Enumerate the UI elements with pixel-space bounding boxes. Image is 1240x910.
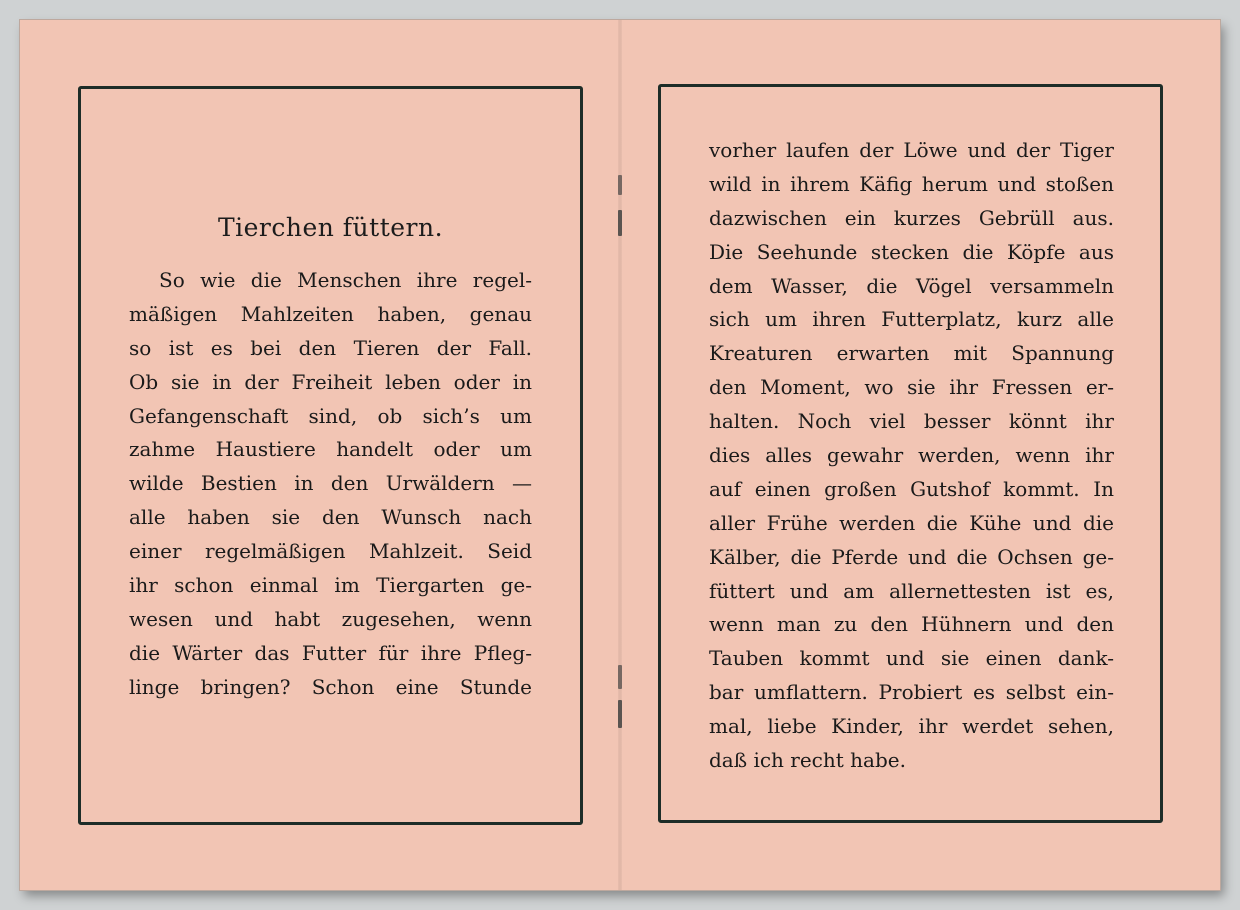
text-line: auf einen großen Gutshof kommt. In (709, 476, 1114, 501)
text-line: alle haben sie den Wunsch nach (129, 505, 532, 530)
right-page-text (709, 134, 1114, 778)
text-line: linge bringen? Schon eine Stunde (129, 674, 532, 699)
text-line: Gefangenschaft sind, ob sich’s um (129, 403, 532, 428)
text-line: den Moment, wo sie ihr Fressen er- (709, 375, 1114, 400)
text-line: Tauben kommt und sie einen dank- (709, 646, 1114, 671)
staple (618, 210, 622, 236)
text-line: Kreaturen erwarten mit Spannung (709, 341, 1114, 366)
right-page-frame (658, 84, 1163, 823)
text-line: wild in ihrem Käfig herum und stoßen (709, 171, 1114, 196)
text-line: dies alles gewahr werden, wenn ihr (709, 443, 1114, 468)
text-line: dem Wasser, die Vögel versammeln (709, 273, 1114, 298)
text-line: dazwischen ein kurzes Gebrüll aus. (709, 205, 1114, 230)
staple-mark (618, 175, 622, 195)
text-line: So wie die Menschen ihre regel- (159, 268, 532, 292)
text-line: bar umflattern. Probiert es selbst ein- (709, 680, 1114, 705)
text-line: ihr schon einmal im Tiergarten ge- (129, 573, 532, 598)
text-line: vorher laufen der Löwe und der Tiger (709, 138, 1114, 162)
spine-fold (618, 20, 622, 890)
text-line: Kälber, die Pferde und die Ochsen ge- (709, 544, 1114, 569)
booklet-spread (20, 20, 1220, 890)
page-title: Tierchen füttern. (217, 213, 444, 242)
text-line: einer regelmäßigen Mahlzeit. Seid (129, 539, 532, 564)
staple (618, 700, 622, 728)
text-line: wilde Bestien in den Urwäldern — (129, 471, 532, 496)
text-line: die Wärter das Futter für ihre Pfleg- (129, 640, 532, 665)
left-page-text (129, 264, 532, 705)
text-line: mal, liebe Kinder, ihr werdet sehen, (709, 714, 1114, 739)
staple-mark (618, 665, 622, 689)
text-line: wesen und habt zugesehen, wenn (129, 606, 532, 631)
text-line: daß ich recht habe. (709, 748, 906, 773)
text-line: füttert und am allernettesten ist es, (709, 578, 1114, 603)
text-line: so ist es bei den Tieren der Fall. (129, 335, 532, 360)
text-line: sich um ihren Futterplatz, kurz alle (709, 307, 1114, 332)
text-line: halten. Noch viel besser könnt ihr (709, 409, 1114, 434)
text-line: Ob sie in der Freiheit leben oder in (129, 369, 532, 394)
text-line: wenn man zu den Hühnern und den (709, 612, 1114, 637)
text-line: mäßigen Mahlzeiten haben, genau (129, 301, 532, 326)
left-page-frame (78, 86, 583, 825)
text-line: Die Seehunde stecken die Köpfe aus (709, 239, 1114, 264)
text-line: aller Frühe werden die Kühe und die (709, 510, 1114, 535)
text-line: zahme Haustiere handelt oder um (129, 437, 532, 462)
